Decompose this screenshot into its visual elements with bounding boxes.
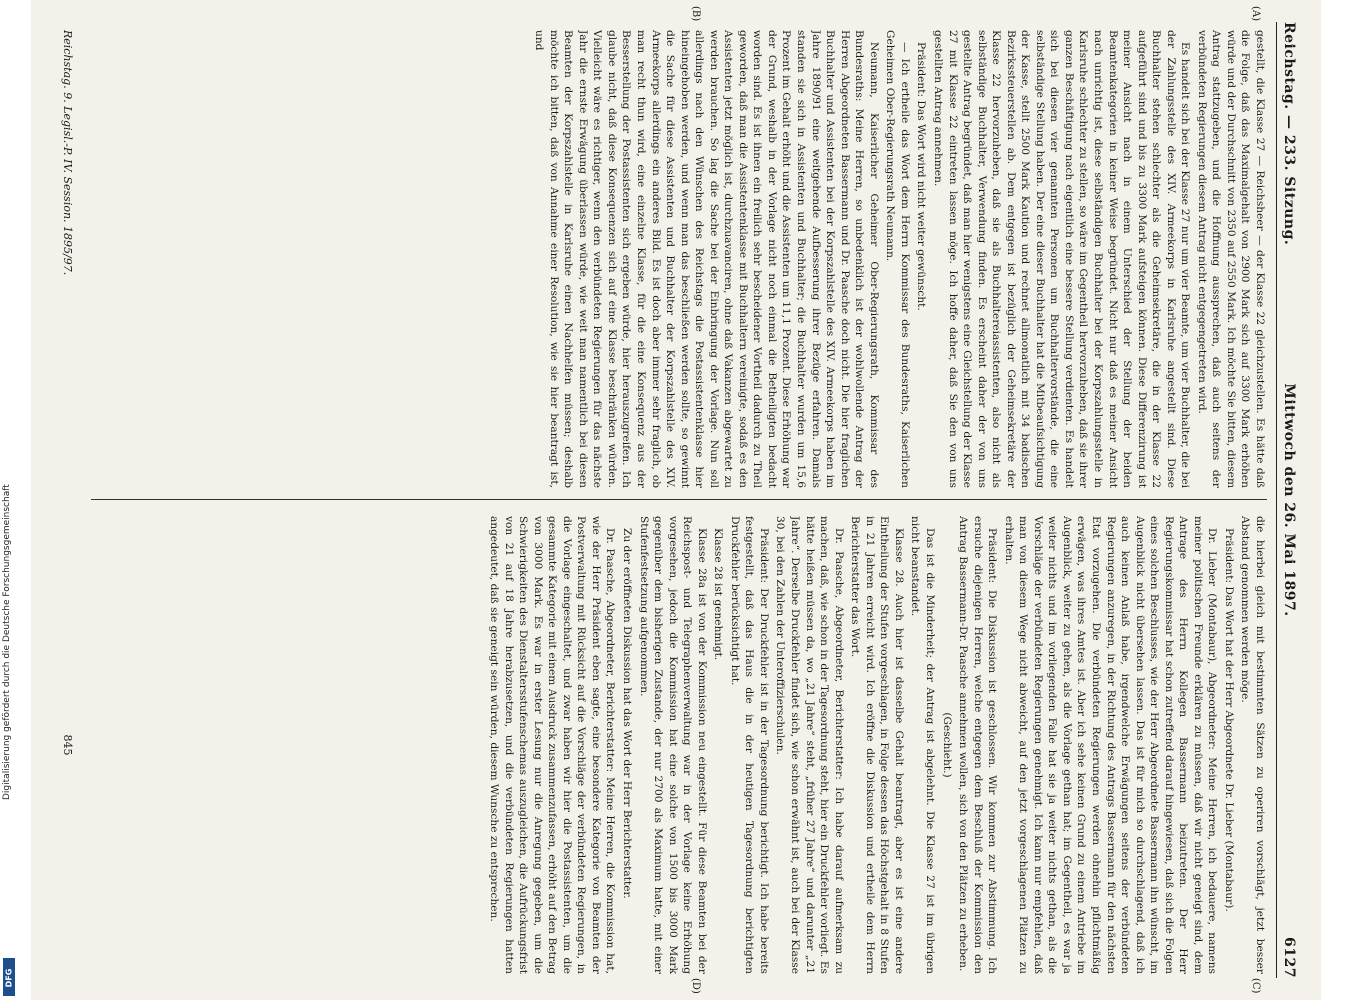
margin-marker-c: (C) — [1250, 978, 1261, 994]
paragraph: die hierbei gleich mit bestimmten Sätzen zu operiren vorschlägt, jetzt besser Abstand genommen werden möge. — [1239, 516, 1266, 974]
margin-marker-d: (D) — [690, 978, 701, 994]
text-column-left — [91, 30, 1267, 488]
paragraph: Präsident: Das Wort hat der Herr Abgeordnete Dr. Lieber (Montabaur). — [1222, 528, 1235, 912]
paragraph: Präsident: Der Druckfehler ist in der Tagesordnung berichtigt. Ich habe bereits festgestellt, daß das Haus die in der heutigen Tagesordnung berichtigten Druckfehler berücksichtigt hat. — [728, 516, 770, 974]
paragraph: Es handelt sich bei der Klasse 27 nur um vier Beamte, um vier Buchhalter, die bei der Zahlungsstelle des XIV. Armeekorps in Karlsruhe angestellt sind. Diese Buchhalter stehen schlechter als die Geheimsekretäre, die in der Klasse 22 aufgeführt sind und bis zu 3300 Mark aufsteigen können. Diese Differenzirung ist meiner Ansicht nach in einem Unterschied der Stellung der beiden Beamtenkategorien in keiner Weise begründet. Nicht nur daß es meiner Ansicht nach unrichtig ist, diese selbständigen Buchhalter bei der Korpszahlungsstelle in Karlsruhe schlechter zu stellen, so wäre im Gegentheil hervorzuheben, daß sie ihrer ganzen Beschäftigung nach eigentlich eine bessere Stellung verdienten. Es handelt sich bei diesen vier genannten Personen um Buchhaltervorstände, die eine selbständige Stellung haben. Der eine dieser Buchhalter hat die Mitbeaufsichtigung der Kasse, stellt 2500 Mark Kaution und rechnet allmonatlich mit 34 badischen Bezirkssteuerstellen ab. Dem entgegen ist bezüglich der Geheimsekretäre der Klasse 22 hervorzuheben, daß sie als Buchhaltereiassistenten, also nicht als selbständige Buchhalter, Verwendung finden. Es erscheint daher der von uns gestellte Antrag begründet, daß man hier wenigstens eine Gleichstellung der Klasse 27 mit Klasse 22 eintreten lassen möge. Ich hoffe daher, daß Sie den von uns gestellten Antrag annehmen. — [931, 30, 1192, 488]
page-header — [1276, 22, 1303, 978]
paragraph: Dr. Lieber (Montabaur), Abgeordneter: Meine Herren, ich bedauere, namens meiner politischen Freunde erklären zu müssen, daß wir nicht geneigt sind, dem Antrage des Herrn Kollegen Bassermann beizutreten. Der Herr Regierungskommissar hat schon zutreffend darauf hingewiesen, daß sich die Folgen eines solchen Beschlusses, wie der Herr Abgeordnete Bassermann ihn wünscht, im Augenblick nicht übersehen lassen. Das ist für mich so durchschlagend, daß ich auch keinen Anlaß habe, irgendwelche Erwägungen seitens der verbündeten Regierungen anzuregen, in der Richtung des Antrags Bassermann für den nächsten Etat vorzugehen. Die verbündeten Regierungen werden ohnehin pflichtmäßig erwägen, was ihres Amtes ist. Aber ich sehe keinen Grund zu einem Antriebe im Augenblick, weiter zu gehen, als die Vorlage gethan hat; im Gegentheil, es war ja weiter nichts und im vorliegenden Falle hat sie ja weiter nichts gethan, als die Vorschläge der verbündeten Regierungen genehmigt. Ich kann nur empfehlen, daß man von diesem Wege nicht abweicht, auf den jetzt vorgeschlagenen Plätzen zu erhalten. — [1002, 516, 1219, 974]
header-date: Mittwoch den 26. Mai 1897. — [1281, 383, 1297, 617]
column-divider — [91, 499, 1267, 500]
footer-page-number: 845 — [61, 734, 74, 756]
paragraph: Klasse 28a ist von der Kommission neu eingestellt. Für diese Beamten bei der Reichspost- und Telegraphenverwaltung war in der Vorlage keine Erhöhung vorgesehen, jedoch die Kommission hat eine solche von 1500 bis 3000 Mark gegenüber dem bisherigen Zustande, der nur 2700 als Maximum hatte, mit einer Stufenfestsetzung aufgenommen. — [637, 516, 708, 974]
credit-text: Digitalisierung gefördert durch die Deutsche Forschungsgemeinschaft — [2, 484, 12, 800]
paragraph: gestellt, die Klasse 27 — Reichsheer — der Klasse 22 gleichzustellen. Es hätte daß die Folge, daß das Maximalgehalt von 2900 Mark sich auf 3300 Mark erhöhen würde und der Durchschnitt von 2350 auf 2550 Mark. Ich möchte Sie bitten, diesem Antrag stattzugeben, und die Hoffnung aussprechen, daß auch seitens der verbündeten Regierungen diesem Antrag nicht entgegengetreten wird. — [1195, 30, 1266, 488]
paragraph: Präsident: Die Diskussion ist geschlossen. Wir kommen zur Abstimmung. Ich ersuche diejenigen Herren, welche entgegen dem Beschluß der Kommission den Antrag Bassermann-Dr. Paasche annehmen wollen, sich von den Plätzen zu erheben. — [957, 516, 999, 974]
margin-marker-b: (B) — [690, 6, 701, 22]
page-number: 6127 — [1281, 937, 1297, 978]
paragraph: Dr. Paasche, Abgeordneter, Berichterstatter: Meine Herren, die Kommission hat, wie der Herr Präsident eben sagte, eine besondere Kategorie von Beamten der Postverwaltung mit Rücksicht auf die Vorschläge der verbündeten Regierungen, in die Vorlage eingeschaltet, und zwar haben wir hier die Postassistenten, um die gesammte Kategorie mit einem Ausdruck zusammenzufassen, erhöht auf den Betrag von 3000 Mark. Es war in erster Lesung nur die Anregung gegeben, um die Schwierigkeiten des Dienstaltersstufenschemas auszugleichen, die Aufrückungsfrist von 21 auf 18 Jahre herabzusetzen, und die verbündeten Regierungen hatten angedeutet, daß sie geneigt sein würden, diesem Wunsche zu entsprechen. — [488, 516, 617, 974]
text-column-right — [91, 516, 1267, 974]
scanned-page — [31, 0, 1321, 1000]
paragraph: Das ist die Minderheit; der Antrag ist abgelehnt. Die Klasse 27 ist im übrigen nicht beanstandet. — [909, 516, 936, 974]
digitization-credit — [2, 0, 16, 1000]
dfg-logo — [3, 958, 15, 996]
paragraph: Dr. Paasche, Abgeordneter, Berichterstatter: Ich habe darauf aufmerksam zu machen, daß, wie schon in der Tagesordnung steht, hier ein Druckfehler vorliegt. Es hätte heißen müssen da, wo „21 Jahre“ steht, „früher 27 Jahre“ und darunter „21 Jahre“. Derselbe Druckfehler findet sich, wie schon erwähnt ist, auch bei der Klasse 30, bei den Zahlen der Unteroffizierschulen. — [774, 516, 845, 974]
paragraph: Neumann, Kaiserlicher Geheimer Ober-Regierungsrath, Kommissar des Bundesraths: Meine Herren, so unbedenklich ist der wohlwollende Antrag der Herren Abgeordneten Bassermann und Dr. Paasche doch nicht. Die hier fraglichen Buchhalter und Assistenten bei der Korpszahlstelle des XIV. Armeekorps haben im Jahre 1890/91 eine weitgehende Aufbesserung ihrer Bezüge erfahren. Damals standen sie sich in Assistenten und Buchhalter; die Buchhalter wurden um 15,6 Prozent im Gehalt erhöht und die Assistenten um 11,1 Prozent. Diese Erhöhung war der Grund, weshalb in der Vorlage nicht noch einmal die Betheiligten bedacht worden sind. Es ist ihnen ein freilich sehr bescheidener Vortheil dadurch zu Theil geworden, daß man die Assistentenklasse mit Buchhaltern vereinigte, sodaß es den Assistenten jetzt möglich ist, durchzuavanciren, ohne daß Vakanzen abgewartet zu werden brauchen. So lag die Sache bei der Einbringung der Vorlage. Nun soll allerdings nach den Wünschen des Reichstags die Postassistentenklasse hier hineingehoben werden, und wenn man das beschließen werden sollte, so gewinnt die Sache für diese Assistenten und Buchhalter der Korpszahlstelle des XIV. Armeekorps allerdings ein anderes Bild. Es ist doch aber immer sehr fraglich, ob man recht thun wird, eine einzelne Klasse, für die eine Konsequenz aus der Besserstellung der Postassistenten sich ergeben würde, hier herauszugreifen. Ich glaube nicht, daß diese Konsequenzen sich auf eine Klasse beschränken würden. Vielleicht wäre es richtiger, wenn den verbündeten Regierungen für das nächste Jahr die ernste Erwägung überlassen würde, wie weit man namentlich bei diesen Beamten der Korpszahlstelle in Karlsruhe einen Nachhelfen müssen; deshalb möchte ich bitten, daß von Annahme einer Resolution, wie sie hier beantragt ist, und — [533, 30, 880, 488]
paragraph: Klasse 28 ist genehmigt. — [712, 528, 725, 661]
dfg-logo-text: DFG — [4, 968, 14, 988]
paragraph: — Ich ertheile das Wort dem Herrn Kommissar des Bundesraths, Kaiserlichen Geheimen Ober-Regierungsrath Neumann. — [884, 30, 911, 488]
paragraph: Präsident: Das Wort wird nicht weiter gewünscht. — [915, 42, 928, 311]
paragraph: Zu der eröffneten Diskussion hat das Wort der Herr Berichterstatter. — [621, 528, 634, 899]
paragraph: Klasse 28. Auch hier ist dasselbe Gehalt beantragt, aber es ist eine andere Eintheilung der Stufen vorgeschlagen, in Folge dessen das Höchstgehalt in 8 Stufen in 21 Jahren erreicht wird. Ich eröffne die Diskussion und ertheile dem Herrn Berichterstatter das Wort. — [849, 516, 905, 974]
footer-session-info: Reichstag. 9. Legisl.-P. IV. Session. 1895/97. — [61, 30, 74, 276]
header-title: Reichstag. — 233. Sitzung. — [1281, 22, 1297, 246]
margin-marker-a: (A) — [1250, 6, 1261, 22]
paragraph: (Geschieht.) — [940, 712, 953, 778]
